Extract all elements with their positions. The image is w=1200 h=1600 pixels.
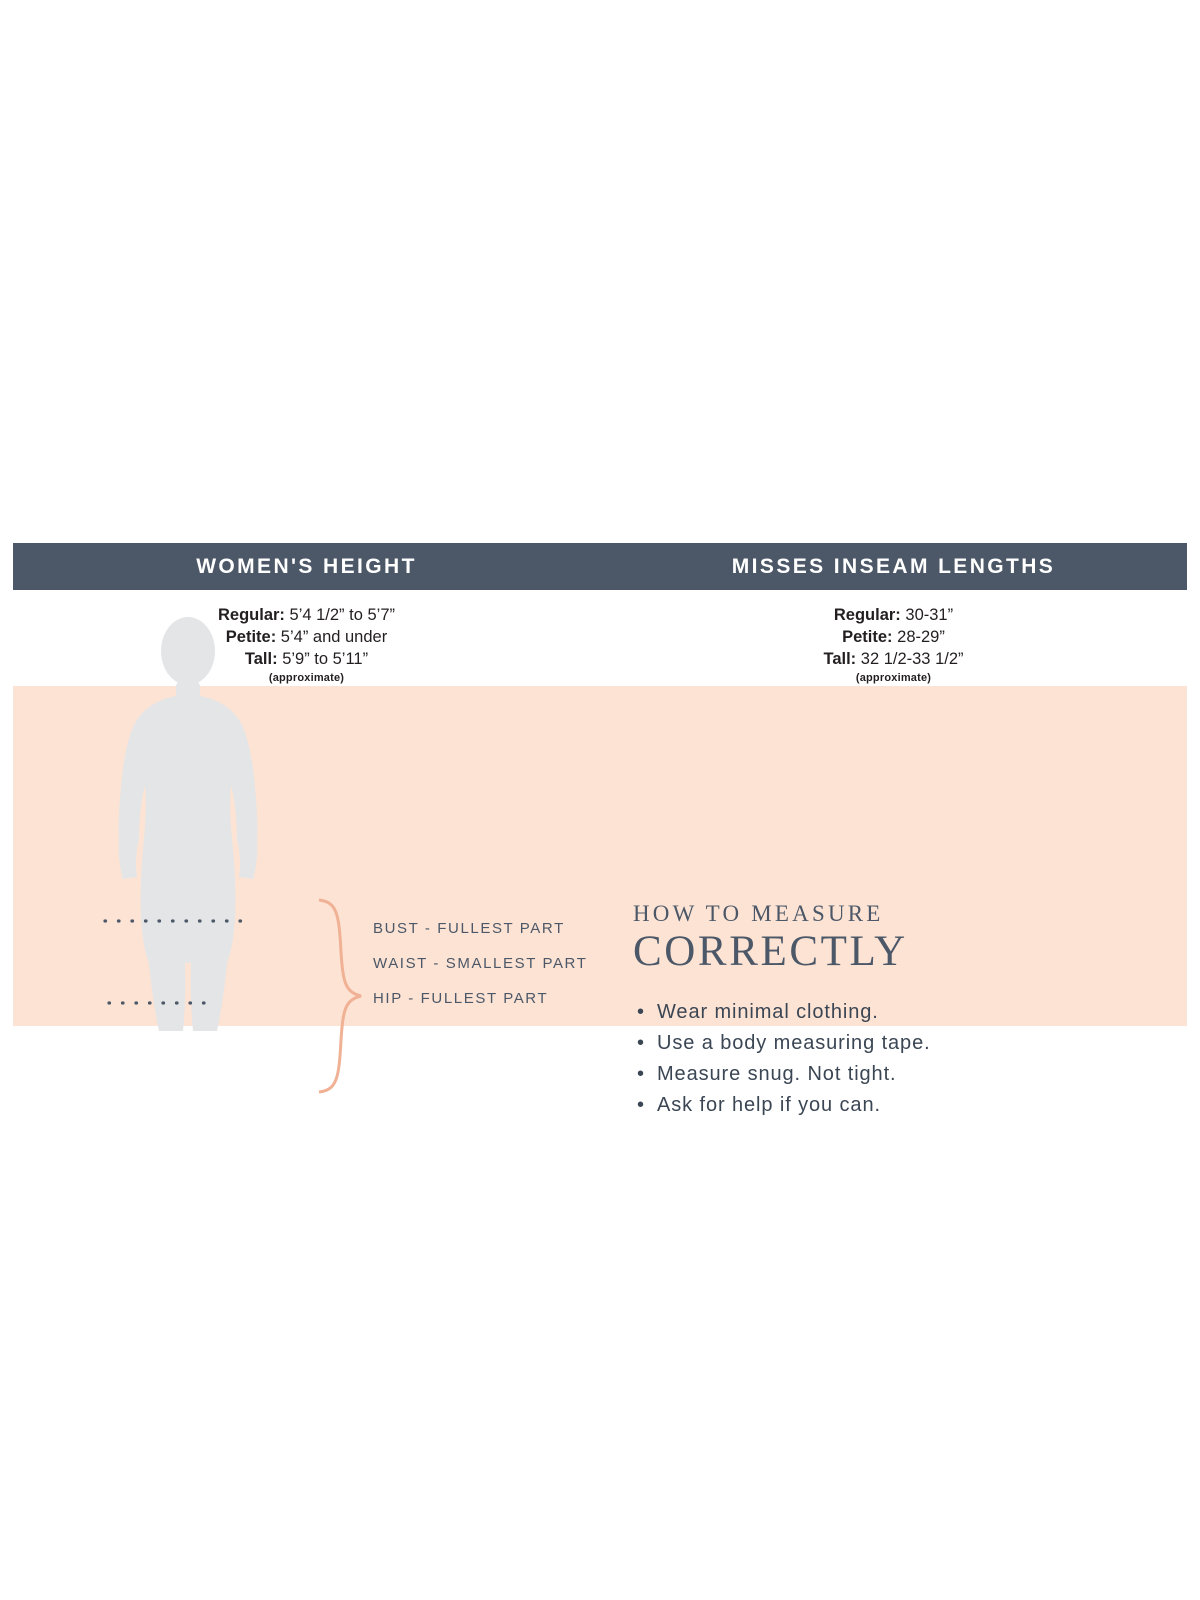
row-label: Regular: [217, 606, 285, 624]
how-to-measure-list [633, 997, 1153, 1121]
label-bust: BUST - FULLEST PART [373, 920, 565, 937]
row-value: 5’4 1/2” to 5’7” [289, 606, 395, 624]
row-value: 28-29” [897, 628, 945, 646]
row-value: 5’4” and under [280, 628, 388, 646]
list-item: • Use a body measuring tape. [633, 1028, 1153, 1059]
row-value: 32 1/2-33 1/2” [860, 650, 964, 668]
row-label: Tall: [244, 650, 278, 668]
size-guide-chart [13, 543, 1187, 1116]
row-label: Tall: [823, 650, 857, 668]
label-hip: HIP - FULLEST PART [373, 990, 549, 1007]
row-value: 5’9” to 5’11” [282, 650, 369, 668]
row-label: Petite: [225, 628, 277, 646]
bracket-icon [313, 896, 373, 1096]
row-label: Regular: [833, 606, 901, 624]
table-row [823, 648, 963, 670]
how-to-measure-title: CORRECTLY [633, 928, 908, 975]
label-waist: WAIST - SMALLEST PART [373, 955, 588, 972]
how-to-measure-kicker: HOW TO MEASURE [633, 901, 884, 926]
list-item: • Measure snug. Not tight. [633, 1059, 1153, 1090]
height-approx-note: (approximate) [268, 672, 345, 684]
table-row [842, 626, 945, 648]
row-label: Petite: [842, 628, 893, 646]
table-header-bar [13, 543, 1187, 590]
header-womens-height: WOMEN'S HEIGHT [196, 554, 417, 578]
inseam-column [600, 590, 1187, 686]
list-item: • Wear minimal clothing. [633, 997, 1153, 1028]
measurement-labels [373, 911, 633, 1016]
how-to-measure-block [633, 901, 1153, 1121]
how-to-measure-panel [13, 686, 1187, 1116]
list-item: • Ask for help if you can. [633, 1090, 1153, 1121]
table-row [834, 604, 953, 626]
header-misses-inseam-lengths: MISSES INSEAM LENGTHS [731, 554, 1056, 578]
inseam-approx-note: (approximate) [855, 672, 932, 684]
row-value: 30-31” [905, 606, 954, 624]
female-silhouette-icon [63, 611, 313, 1031]
